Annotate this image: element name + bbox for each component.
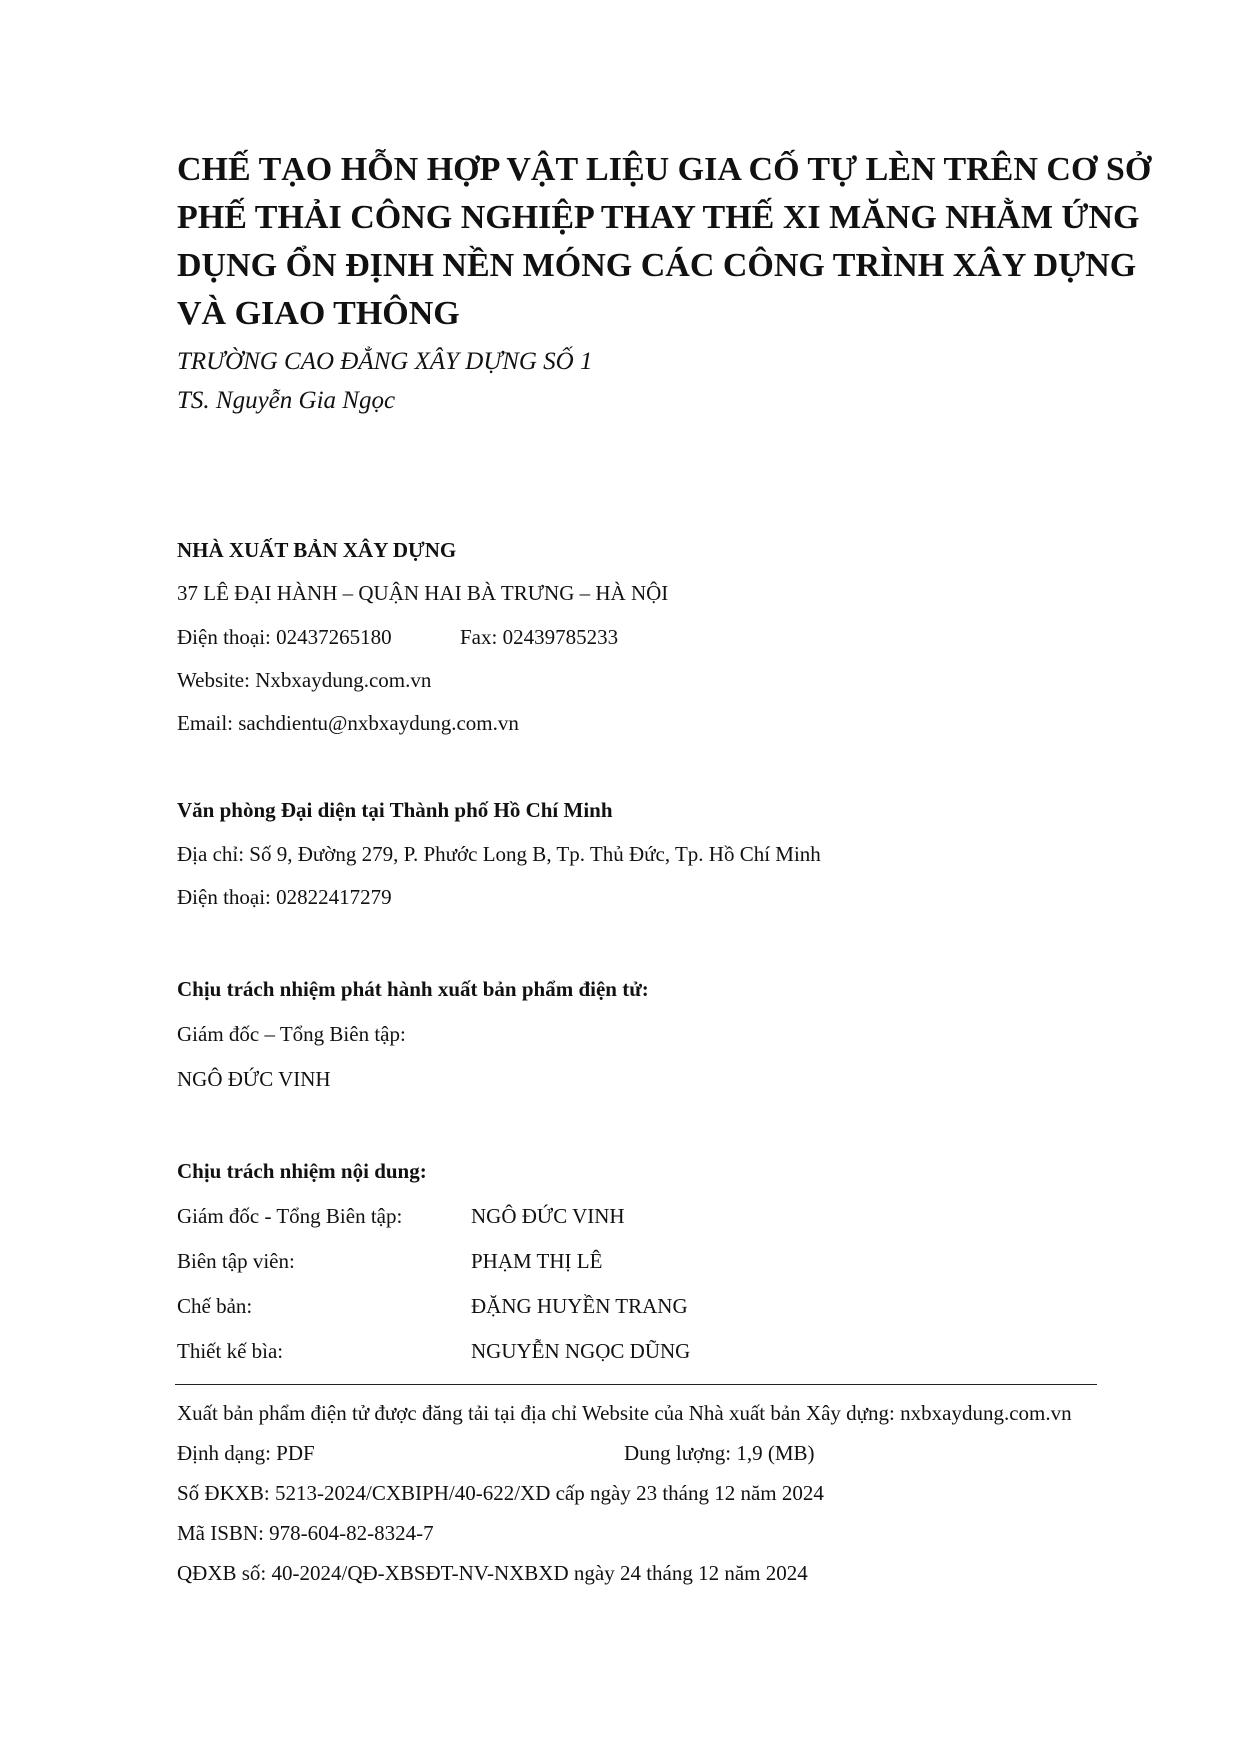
divider-line xyxy=(175,1384,1097,1385)
publisher-phone: Điện thoại: 02437265180 xyxy=(177,625,392,649)
hcm-office-address: Địa chỉ: Số 9, Đường 279, P. Phước Long B, Tp. Thủ Đức, Tp. Hồ Chí Minh xyxy=(177,842,821,866)
distribution-heading: Chịu trách nhiệm phát hành xuất bản phẩm điện tử: xyxy=(177,977,649,1001)
hcm-office-phone: Điện thoại: 02822417279 xyxy=(177,885,392,909)
content-person: ĐẶNG HUYỀN TRANG xyxy=(471,1294,688,1318)
publisher-email: Email: sachdientu@nxbxaydung.com.vn xyxy=(177,711,519,735)
file-size: Dung lượng: 1,9 (MB) xyxy=(624,1441,815,1465)
title-line: PHẾ THẢI CÔNG NGHIỆP THAY THẾ XI MĂNG NHẰM ỨNG xyxy=(177,199,1140,236)
title-line: CHẾ TẠO HỖN HỢP VẬT LIỆU GIA CỐ TỰ LÈN TRÊN CƠ SỞ xyxy=(177,151,1152,188)
title-line: DỤNG ỔN ĐỊNH NỀN MÓNG CÁC CÔNG TRÌNH XÂY DỰNG xyxy=(177,247,1137,284)
content-person: PHẠM THỊ LÊ xyxy=(471,1249,603,1273)
content-role: Biên tập viên: xyxy=(177,1249,295,1273)
publisher-fax: Fax: 02439785233 xyxy=(460,625,619,649)
title-line: VÀ GIAO THÔNG xyxy=(177,295,460,332)
content-role: Thiết kế bìa: xyxy=(177,1339,284,1363)
content-person: NGÔ ĐỨC VINH xyxy=(471,1204,625,1228)
author: TS. Nguyễn Gia Ngọc xyxy=(177,387,396,414)
content-heading: Chịu trách nhiệm nội dung: xyxy=(177,1159,427,1183)
distribution-role: Giám đốc – Tổng Biên tập: xyxy=(177,1022,406,1046)
distribution-name: NGÔ ĐỨC VINH xyxy=(177,1067,331,1091)
content-role: Giám đốc - Tổng Biên tập: xyxy=(177,1204,403,1228)
content-role: Chế bản: xyxy=(177,1294,253,1318)
book-title xyxy=(177,146,1167,338)
registration-number: Số ĐKXB: 5213-2024/CXBIPH/40-622/XD cấp ngày 23 tháng 12 năm 2024 xyxy=(177,1481,824,1505)
file-format: Định dạng: PDF xyxy=(177,1441,315,1465)
hcm-office-heading: Văn phòng Đại diện tại Thành phố Hồ Chí Minh xyxy=(177,798,613,822)
publisher-name: NHÀ XUẤT BẢN XÂY DỰNG xyxy=(177,538,457,562)
publishing-decision: QĐXB số: 40-2024/QĐ-XBSĐT-NV-NXBXD ngày 24 tháng 12 năm 2024 xyxy=(177,1561,808,1585)
posting-note: Xuất bản phẩm điện tử được đăng tải tại địa chỉ Website của Nhà xuất bản Xây dựng: nxbxaydung.com.vn xyxy=(177,1401,1072,1425)
isbn: Mã ISBN: 978-604-82-8324-7 xyxy=(177,1521,434,1545)
content-person: NGUYỄN NGỌC DŨNG xyxy=(471,1339,691,1363)
institution: TRƯỜNG CAO ĐẲNG XÂY DỰNG SỐ 1 xyxy=(177,348,593,375)
publisher-website: Website: Nxbxaydung.com.vn xyxy=(177,668,432,692)
publisher-address: 37 LÊ ĐẠI HÀNH – QUẬN HAI BÀ TRƯNG – HÀ NỘI xyxy=(177,581,669,605)
